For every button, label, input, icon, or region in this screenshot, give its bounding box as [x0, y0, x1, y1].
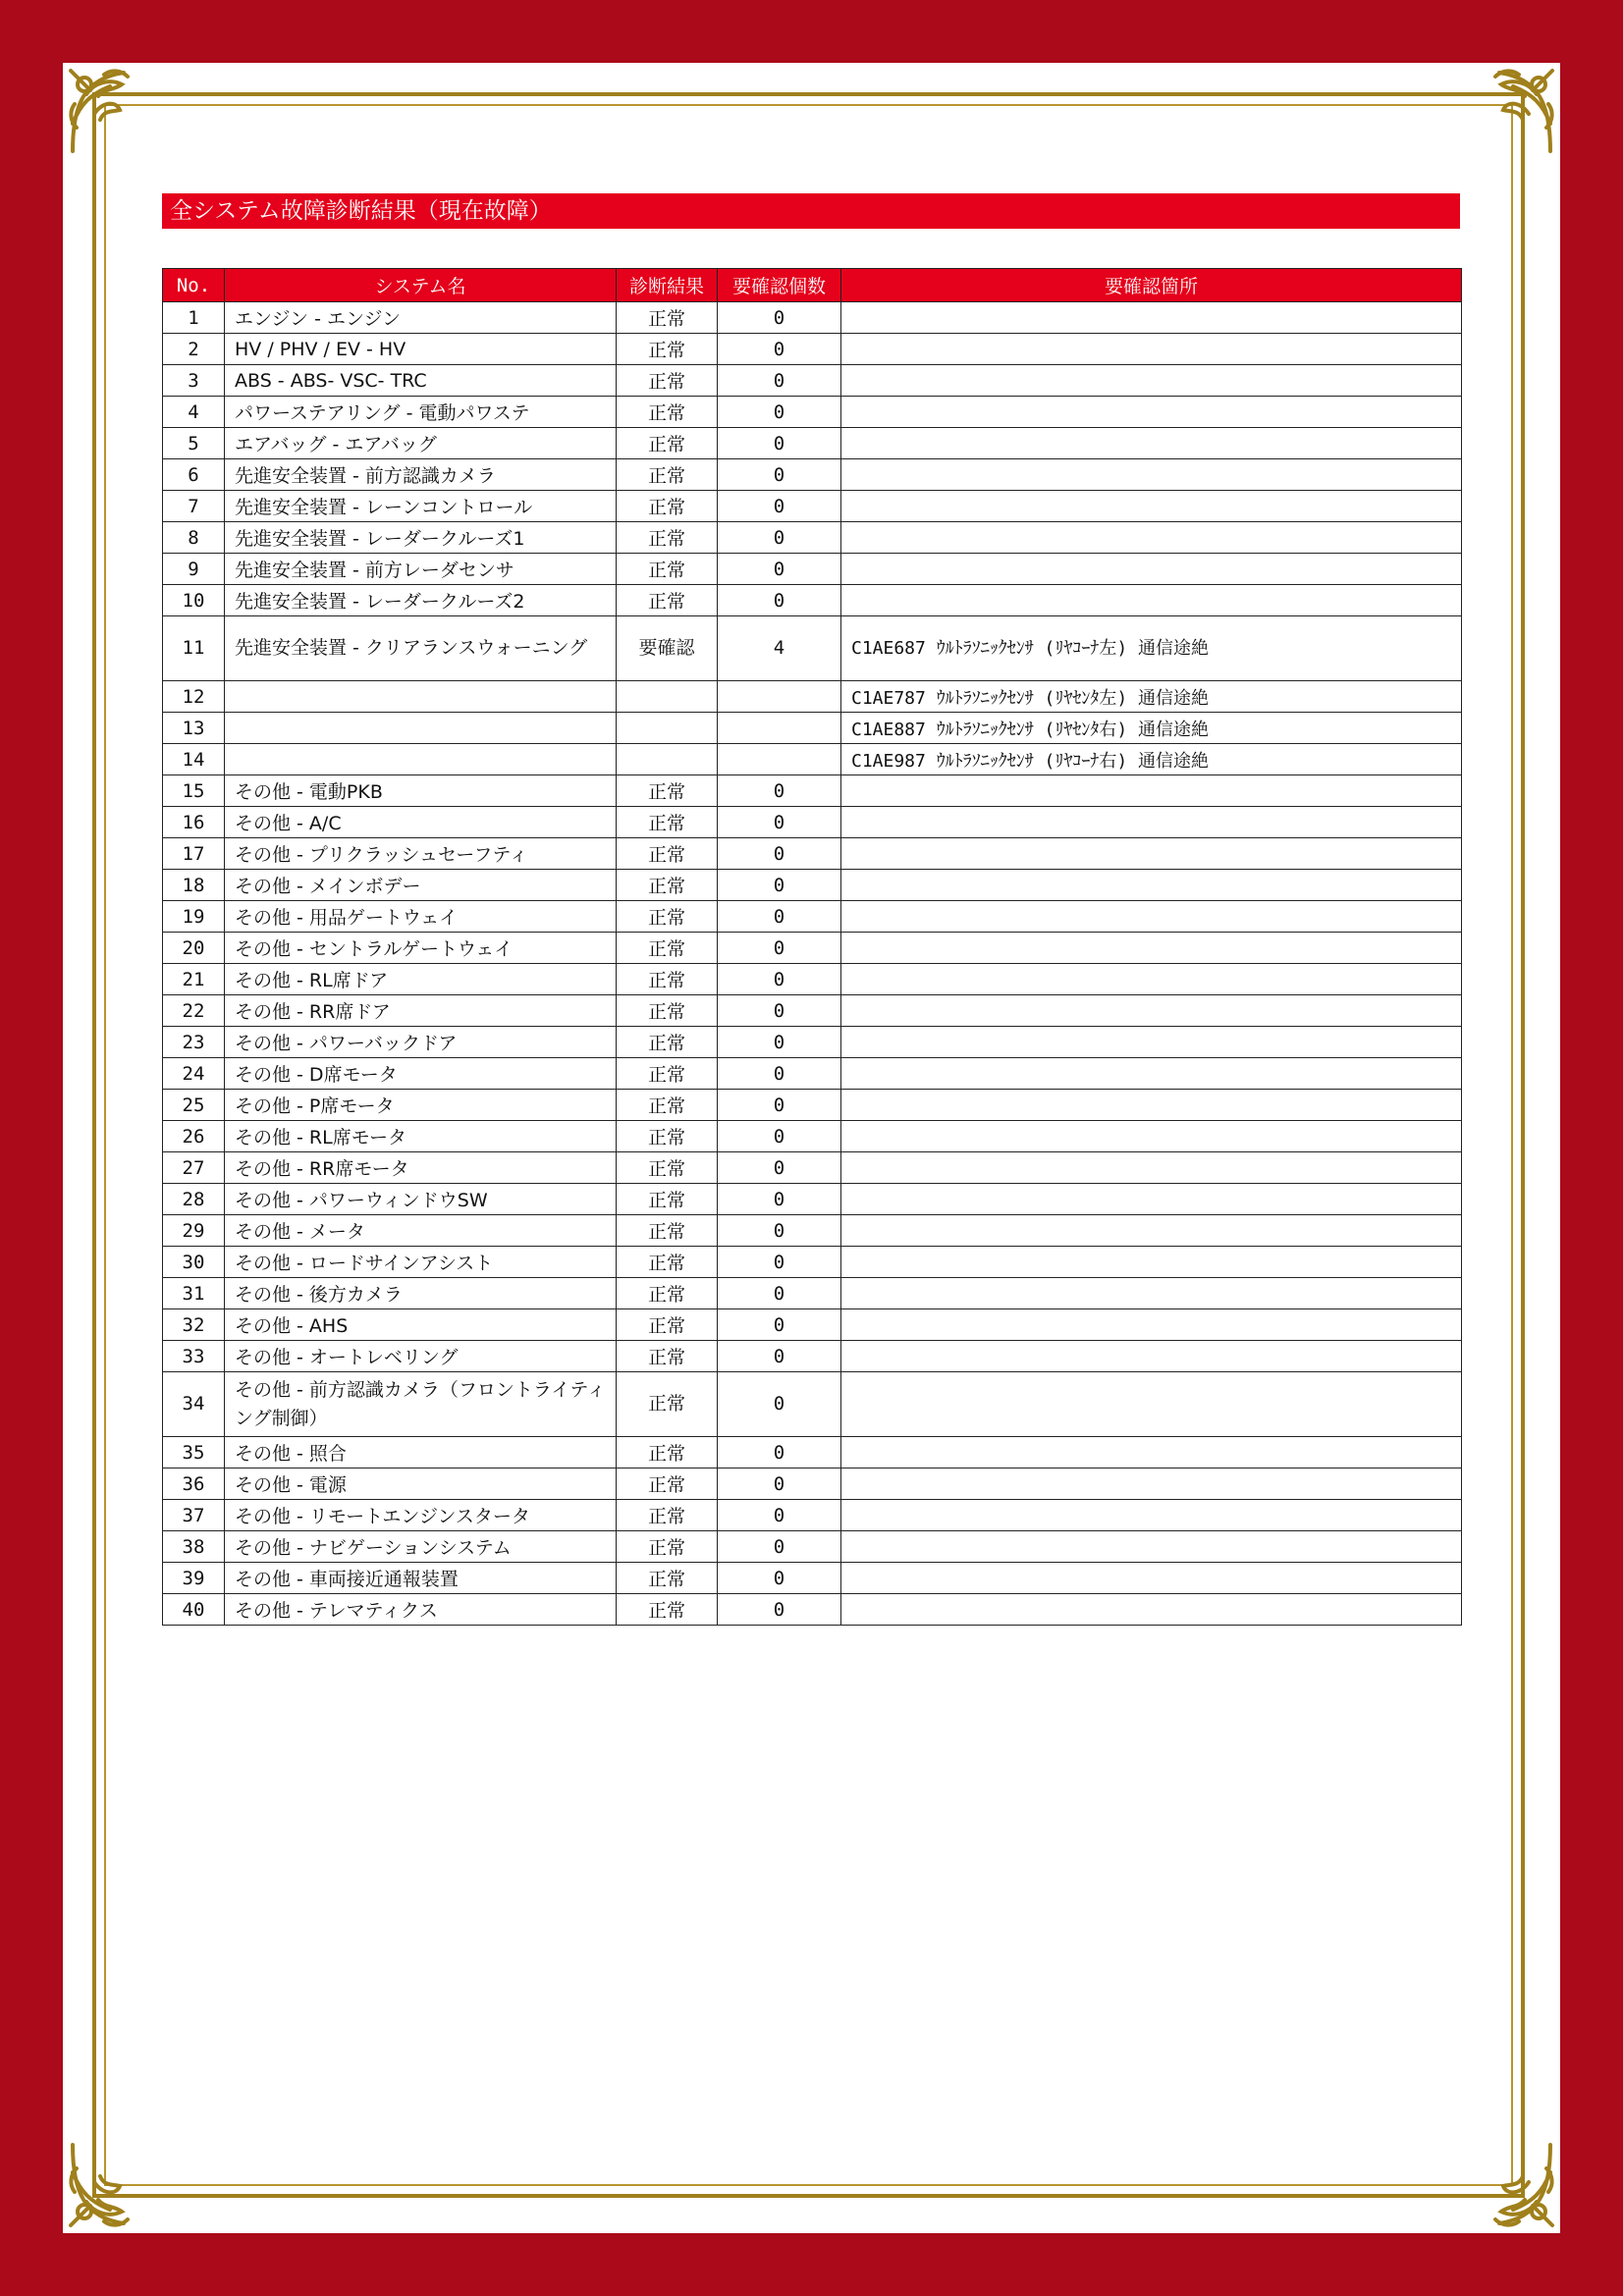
table-row	[163, 838, 1462, 870]
table-row	[163, 1090, 1462, 1121]
cell-result: 正常	[617, 807, 718, 838]
cell-check-location	[841, 1090, 1462, 1121]
cell-no: 29	[163, 1215, 225, 1247]
cell-result	[617, 744, 718, 775]
cell-check-location	[841, 995, 1462, 1027]
cell-check-location	[841, 1058, 1462, 1090]
cell-no: 23	[163, 1027, 225, 1058]
cell-no: 8	[163, 522, 225, 554]
cell-check-location	[841, 522, 1462, 554]
cell-system-name: その他 - メータ	[225, 1215, 617, 1247]
cell-check-count: 0	[718, 554, 841, 585]
report-title: 全システム故障診断結果（現在故障）	[162, 193, 1460, 229]
table-row	[163, 870, 1462, 901]
cell-check-location	[841, 1247, 1462, 1278]
cell-check-location	[841, 775, 1462, 807]
cell-check-count: 0	[718, 1152, 841, 1184]
table-row	[163, 1437, 1462, 1468]
cell-check-count: 0	[718, 964, 841, 995]
cell-check-location	[841, 807, 1462, 838]
cell-check-count: 0	[718, 807, 841, 838]
cell-check-count: 0	[718, 585, 841, 616]
table-row	[163, 1278, 1462, 1309]
cell-check-count: 0	[718, 1058, 841, 1090]
table-header-row	[163, 269, 1462, 302]
cell-check-location	[841, 1309, 1462, 1341]
cell-system-name: その他 - P席モータ	[225, 1090, 617, 1121]
ornament-corner-icon	[1464, 65, 1558, 159]
cell-system-name: その他 - テレマティクス	[225, 1594, 617, 1626]
cell-check-location	[841, 1152, 1462, 1184]
cell-no: 34	[163, 1372, 225, 1437]
cell-check-location	[841, 1468, 1462, 1500]
cell-no: 32	[163, 1309, 225, 1341]
cell-system-name: その他 - RL席ドア	[225, 964, 617, 995]
cell-result: 正常	[617, 365, 718, 397]
header-check-count: 要確認個数	[718, 269, 841, 302]
cell-no: 10	[163, 585, 225, 616]
cell-check-count: 0	[718, 1563, 841, 1594]
cell-check-location	[841, 838, 1462, 870]
cell-system-name: その他 - AHS	[225, 1309, 617, 1341]
cell-system-name: その他 - RR席ドア	[225, 995, 617, 1027]
cell-no: 13	[163, 713, 225, 744]
cell-check-location	[841, 870, 1462, 901]
cell-check-location	[841, 1184, 1462, 1215]
table-row	[163, 334, 1462, 365]
cell-check-location	[841, 1341, 1462, 1372]
cell-system-name: 先進安全装置 - クリアランスウォーニング	[225, 616, 617, 681]
table-row	[163, 491, 1462, 522]
cell-no: 11	[163, 616, 225, 681]
cell-result: 正常	[617, 1309, 718, 1341]
cell-check-location	[841, 459, 1462, 491]
cell-check-count: 0	[718, 397, 841, 428]
cell-result: 正常	[617, 554, 718, 585]
cell-result	[617, 681, 718, 713]
cell-result: 正常	[617, 838, 718, 870]
cell-result: 正常	[617, 1152, 718, 1184]
cell-result: 正常	[617, 1247, 718, 1278]
cell-check-count: 0	[718, 459, 841, 491]
cell-system-name: その他 - 電動PKB	[225, 775, 617, 807]
cell-no: 40	[163, 1594, 225, 1626]
cell-no: 36	[163, 1468, 225, 1500]
cell-system-name: その他 - 電源	[225, 1468, 617, 1500]
cell-no: 27	[163, 1152, 225, 1184]
cell-system-name: その他 - 前方認識カメラ（フロントライティング制御）	[225, 1372, 617, 1437]
cell-no: 17	[163, 838, 225, 870]
cell-no: 14	[163, 744, 225, 775]
cell-check-count: 0	[718, 1468, 841, 1500]
cell-check-count: 0	[718, 1531, 841, 1563]
cell-check-count	[718, 681, 841, 713]
table-row	[163, 585, 1462, 616]
cell-no: 15	[163, 775, 225, 807]
cell-check-location: C1AE887 ｳﾙﾄﾗｿﾆｯｸｾﾝｻ (ﾘﾔｾﾝﾀ右) 通信途絶	[841, 713, 1462, 744]
cell-system-name: その他 - 照合	[225, 1437, 617, 1468]
cell-result: 正常	[617, 1563, 718, 1594]
cell-no: 39	[163, 1563, 225, 1594]
table-row	[163, 1058, 1462, 1090]
cell-system-name: HV / PHV / EV - HV	[225, 334, 617, 365]
cell-check-count: 0	[718, 1215, 841, 1247]
ornament-corner-icon	[1464, 2137, 1558, 2231]
table-body	[163, 302, 1462, 1626]
cell-system-name: その他 - RL席モータ	[225, 1121, 617, 1152]
cell-check-count: 0	[718, 775, 841, 807]
cell-result: 正常	[617, 1500, 718, 1531]
cell-check-location	[841, 964, 1462, 995]
cell-no: 38	[163, 1531, 225, 1563]
cell-system-name: その他 - 後方カメラ	[225, 1278, 617, 1309]
cell-result: 正常	[617, 1090, 718, 1121]
cell-check-count	[718, 713, 841, 744]
cell-system-name: エアバッグ - エアバッグ	[225, 428, 617, 459]
cell-no: 4	[163, 397, 225, 428]
cell-no: 19	[163, 901, 225, 933]
cell-check-location	[841, 365, 1462, 397]
cell-check-location: C1AE687 ｳﾙﾄﾗｿﾆｯｸｾﾝｻ (ﾘﾔｺｰﾅ左) 通信途絶	[841, 616, 1462, 681]
table-row	[163, 554, 1462, 585]
table-row	[163, 995, 1462, 1027]
cell-check-count: 0	[718, 870, 841, 901]
cell-result: 正常	[617, 995, 718, 1027]
cell-check-location	[841, 1372, 1462, 1437]
header-result: 診断結果	[617, 269, 718, 302]
cell-check-location	[841, 1500, 1462, 1531]
cell-result: 正常	[617, 964, 718, 995]
table-row	[163, 459, 1462, 491]
table-row	[163, 1027, 1462, 1058]
cell-no: 21	[163, 964, 225, 995]
table-row	[163, 901, 1462, 933]
cell-check-count: 0	[718, 1594, 841, 1626]
cell-result	[617, 713, 718, 744]
table-row	[163, 1215, 1462, 1247]
cell-check-location	[841, 1027, 1462, 1058]
cell-system-name: その他 - セントラルゲートウェイ	[225, 933, 617, 964]
cell-no: 30	[163, 1247, 225, 1278]
cell-no: 5	[163, 428, 225, 459]
cell-system-name: その他 - D席モータ	[225, 1058, 617, 1090]
cell-check-location	[841, 1594, 1462, 1626]
table-row	[163, 302, 1462, 334]
cell-no: 31	[163, 1278, 225, 1309]
cell-result: 正常	[617, 870, 718, 901]
cell-check-count: 0	[718, 1121, 841, 1152]
table-row	[163, 1468, 1462, 1500]
table-row	[163, 1500, 1462, 1531]
ornament-corner-icon	[65, 2137, 159, 2231]
cell-result: 正常	[617, 1278, 718, 1309]
table-row	[163, 365, 1462, 397]
table-row	[163, 713, 1462, 744]
cell-result: 正常	[617, 428, 718, 459]
cell-no: 26	[163, 1121, 225, 1152]
cell-check-count: 0	[718, 334, 841, 365]
cell-no: 35	[163, 1437, 225, 1468]
cell-no: 25	[163, 1090, 225, 1121]
cell-result: 正常	[617, 1372, 718, 1437]
table-row	[163, 522, 1462, 554]
table-row	[163, 397, 1462, 428]
cell-check-count: 0	[718, 1278, 841, 1309]
table-row	[163, 1563, 1462, 1594]
cell-system-name: 先進安全装置 - 前方認識カメラ	[225, 459, 617, 491]
cell-result: 正常	[617, 302, 718, 334]
cell-check-location	[841, 1437, 1462, 1468]
cell-system-name: その他 - ナビゲーションシステム	[225, 1531, 617, 1563]
cell-no: 3	[163, 365, 225, 397]
cell-system-name: その他 - プリクラッシュセーフティ	[225, 838, 617, 870]
table-row	[163, 616, 1462, 681]
cell-result: 正常	[617, 775, 718, 807]
table-row	[163, 775, 1462, 807]
cell-check-count: 0	[718, 1184, 841, 1215]
cell-result: 正常	[617, 397, 718, 428]
cell-check-count: 4	[718, 616, 841, 681]
cell-result: 正常	[617, 933, 718, 964]
cell-check-location	[841, 302, 1462, 334]
cell-system-name: 先進安全装置 - 前方レーダセンサ	[225, 554, 617, 585]
cell-result: 正常	[617, 1341, 718, 1372]
cell-check-location	[841, 1121, 1462, 1152]
cell-system-name: エンジン - エンジン	[225, 302, 617, 334]
cell-check-count: 0	[718, 522, 841, 554]
cell-result: 正常	[617, 1437, 718, 1468]
table-row	[163, 1152, 1462, 1184]
cell-check-count: 0	[718, 995, 841, 1027]
cell-no: 6	[163, 459, 225, 491]
cell-check-location	[841, 554, 1462, 585]
cell-system-name	[225, 713, 617, 744]
cell-system-name: その他 - 用品ゲートウェイ	[225, 901, 617, 933]
table-row	[163, 933, 1462, 964]
cell-check-count: 0	[718, 302, 841, 334]
cell-system-name: その他 - オートレベリング	[225, 1341, 617, 1372]
cell-check-location	[841, 397, 1462, 428]
cell-check-location: C1AE787 ｳﾙﾄﾗｿﾆｯｸｾﾝｻ (ﾘﾔｾﾝﾀ左) 通信途絶	[841, 681, 1462, 713]
cell-no: 2	[163, 334, 225, 365]
cell-no: 9	[163, 554, 225, 585]
cell-result: 正常	[617, 1184, 718, 1215]
header-no: No.	[163, 269, 225, 302]
table-row	[163, 807, 1462, 838]
cell-check-count: 0	[718, 1027, 841, 1058]
table-row	[163, 1184, 1462, 1215]
cell-check-location	[841, 428, 1462, 459]
cell-result: 正常	[617, 491, 718, 522]
cell-no: 28	[163, 1184, 225, 1215]
cell-check-count: 0	[718, 1341, 841, 1372]
cell-system-name: その他 - 車両接近通報装置	[225, 1563, 617, 1594]
header-check-location: 要確認箇所	[841, 269, 1462, 302]
cell-check-location	[841, 933, 1462, 964]
cell-system-name: その他 - パワーウィンドウSW	[225, 1184, 617, 1215]
cell-system-name: 先進安全装置 - レーダークルーズ1	[225, 522, 617, 554]
cell-no: 33	[163, 1341, 225, 1372]
cell-result: 正常	[617, 1468, 718, 1500]
cell-result: 正常	[617, 1027, 718, 1058]
cell-check-location	[841, 1215, 1462, 1247]
cell-result: 正常	[617, 1531, 718, 1563]
cell-system-name	[225, 744, 617, 775]
table-row	[163, 1309, 1462, 1341]
cell-system-name: その他 - パワーバックドア	[225, 1027, 617, 1058]
cell-system-name: パワーステアリング - 電動パワステ	[225, 397, 617, 428]
cell-result: 正常	[617, 1215, 718, 1247]
cell-no: 1	[163, 302, 225, 334]
cell-result: 正常	[617, 334, 718, 365]
table-row	[163, 681, 1462, 713]
cell-result: 正常	[617, 459, 718, 491]
cell-system-name: 先進安全装置 - レーダークルーズ2	[225, 585, 617, 616]
cell-no: 18	[163, 870, 225, 901]
cell-check-count: 0	[718, 428, 841, 459]
cell-result: 正常	[617, 1121, 718, 1152]
cell-system-name: その他 - ロードサインアシスト	[225, 1247, 617, 1278]
cell-result: 正常	[617, 585, 718, 616]
cell-check-location	[841, 901, 1462, 933]
cell-no: 24	[163, 1058, 225, 1090]
table-row	[163, 1594, 1462, 1626]
table-row	[163, 1341, 1462, 1372]
cell-no: 16	[163, 807, 225, 838]
cell-system-name: その他 - リモートエンジンスタータ	[225, 1500, 617, 1531]
cell-system-name: ABS - ABS- VSC- TRC	[225, 365, 617, 397]
cell-result: 要確認	[617, 616, 718, 681]
cell-check-count: 0	[718, 491, 841, 522]
cell-check-location	[841, 585, 1462, 616]
header-system-name: システム名	[225, 269, 617, 302]
cell-check-location	[841, 1563, 1462, 1594]
cell-check-location: C1AE987 ｳﾙﾄﾗｿﾆｯｸｾﾝｻ (ﾘﾔｺｰﾅ右) 通信途絶	[841, 744, 1462, 775]
table-row	[163, 1247, 1462, 1278]
cell-check-count: 0	[718, 901, 841, 933]
cell-check-count: 0	[718, 933, 841, 964]
cell-system-name: 先進安全装置 - レーンコントロール	[225, 491, 617, 522]
cell-check-count: 0	[718, 1437, 841, 1468]
cell-check-count: 0	[718, 838, 841, 870]
cell-no: 22	[163, 995, 225, 1027]
diagnosis-table	[162, 268, 1462, 1626]
table-row	[163, 964, 1462, 995]
cell-check-location	[841, 334, 1462, 365]
cell-check-count: 0	[718, 1309, 841, 1341]
cell-result: 正常	[617, 901, 718, 933]
table-row	[163, 1121, 1462, 1152]
cell-result: 正常	[617, 522, 718, 554]
cell-check-count	[718, 744, 841, 775]
table-row	[163, 1372, 1462, 1437]
cell-no: 7	[163, 491, 225, 522]
table-row	[163, 1531, 1462, 1563]
cell-check-location	[841, 1531, 1462, 1563]
cell-check-location	[841, 491, 1462, 522]
table-row	[163, 744, 1462, 775]
cell-system-name	[225, 681, 617, 713]
cell-result: 正常	[617, 1058, 718, 1090]
ornament-corner-icon	[65, 65, 159, 159]
cell-check-count: 0	[718, 1090, 841, 1121]
cell-no: 12	[163, 681, 225, 713]
cell-check-count: 0	[718, 365, 841, 397]
cell-system-name: その他 - RR席モータ	[225, 1152, 617, 1184]
cell-result: 正常	[617, 1594, 718, 1626]
cell-no: 37	[163, 1500, 225, 1531]
cell-no: 20	[163, 933, 225, 964]
cell-check-count: 0	[718, 1372, 841, 1437]
cell-system-name: その他 - A/C	[225, 807, 617, 838]
cell-check-count: 0	[718, 1500, 841, 1531]
cell-system-name: その他 - メインボデー	[225, 870, 617, 901]
cell-check-count: 0	[718, 1247, 841, 1278]
table-row	[163, 428, 1462, 459]
cell-check-location	[841, 1278, 1462, 1309]
